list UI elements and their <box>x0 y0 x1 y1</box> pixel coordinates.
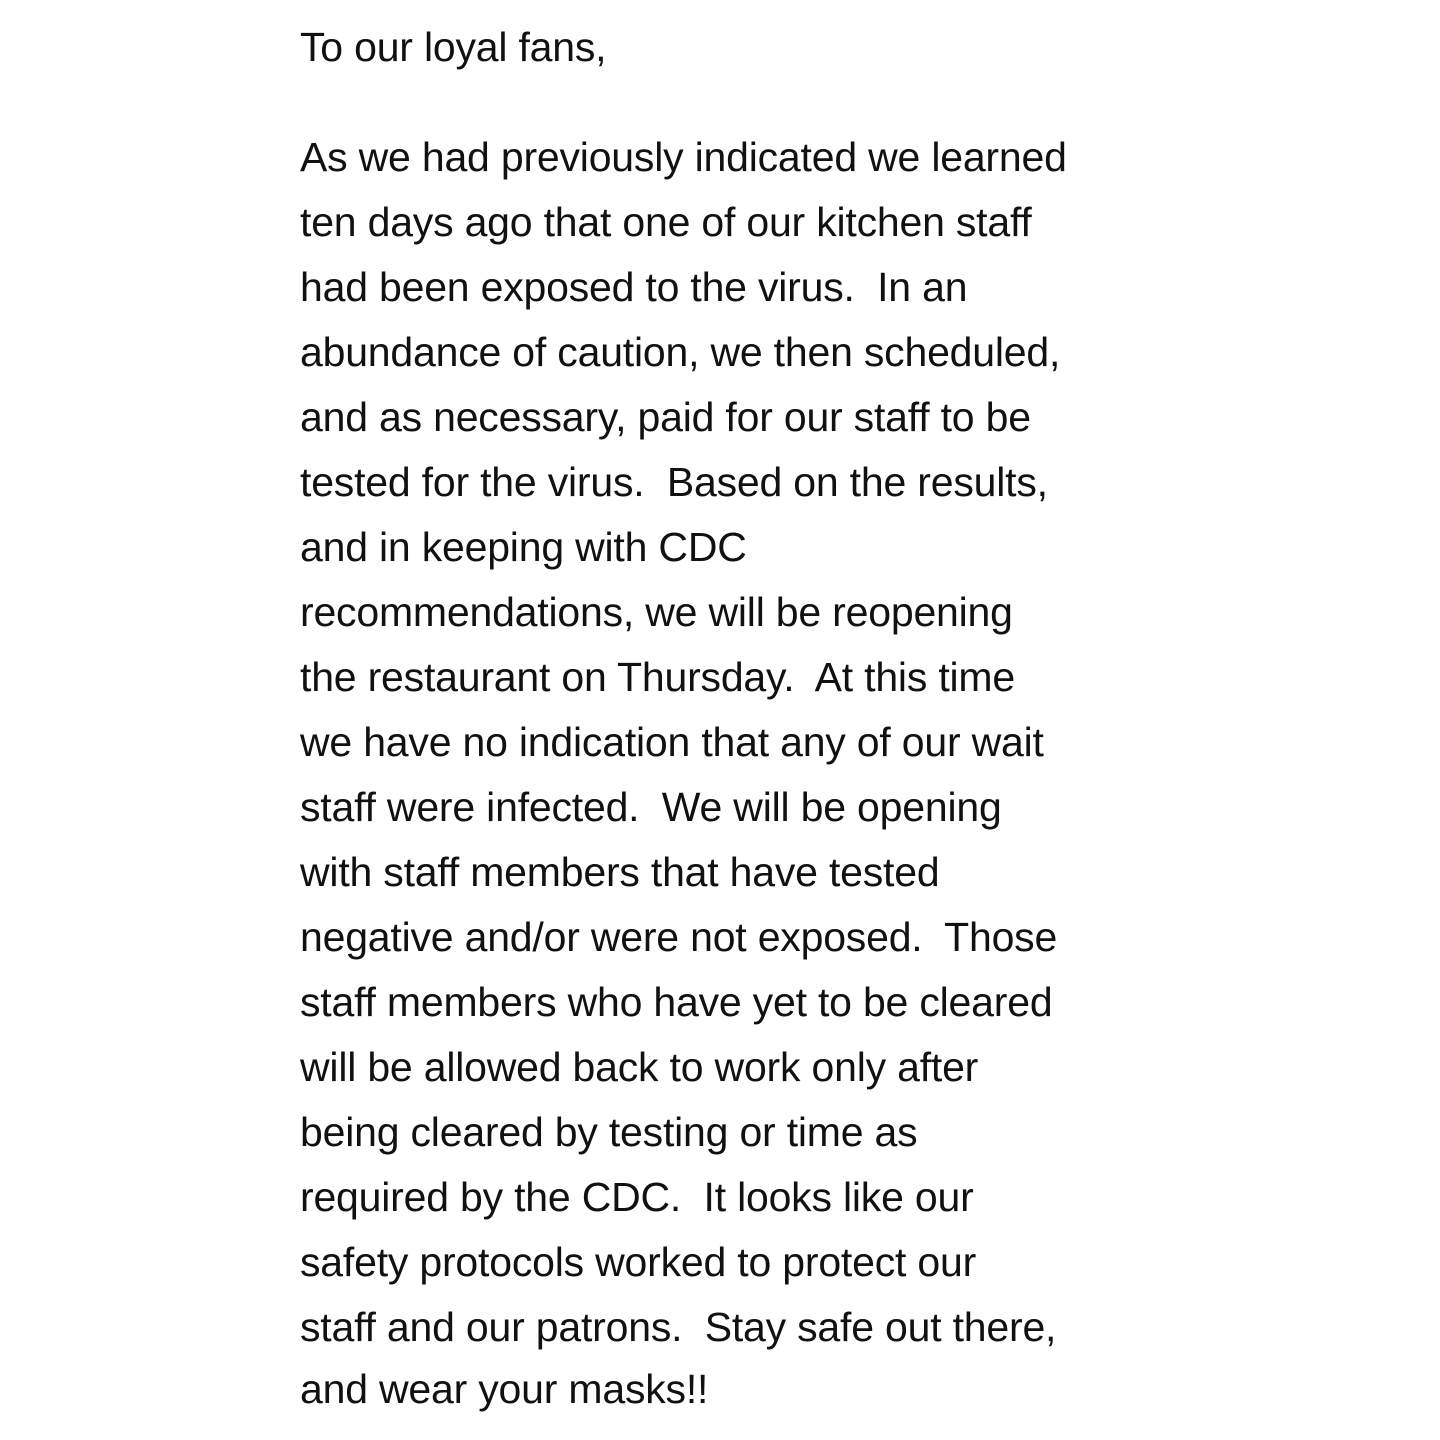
body-line: staff were infected. We will be opening <box>300 784 1002 830</box>
body-line: the restaurant on Thursday. At this time <box>300 654 1015 700</box>
body-line: we have no indication that any of our wait <box>300 719 1044 765</box>
body-line: staff and our patrons. Stay safe out there, <box>300 1304 1057 1350</box>
body-line: safety protocols worked to protect our <box>300 1239 977 1285</box>
body-line: with staff members that have tested <box>300 849 940 895</box>
body-line: and in keeping with CDC <box>300 524 747 570</box>
body-line: required by the CDC. It looks like our <box>300 1174 974 1220</box>
body-line: and wear your masks!! <box>300 1366 709 1412</box>
body-line: will be allowed back to work only after <box>300 1044 979 1090</box>
body-line: staff members who have yet to be cleared <box>300 979 1053 1025</box>
body-line: ten days ago that one of our kitchen staff <box>300 199 1032 245</box>
letter-greeting: To our loyal fans, <box>300 24 607 70</box>
body-line: being cleared by testing or time as <box>300 1109 918 1155</box>
body-line: and as necessary, paid for our staff to be <box>300 394 1031 440</box>
body-line: tested for the virus. Based on the results, <box>300 459 1048 505</box>
body-line: abundance of caution, we then scheduled, <box>300 329 1061 375</box>
body-line: As we had previously indicated we learned <box>300 134 1067 180</box>
body-line: recommendations, we will be reopening <box>300 589 1013 635</box>
body-line: had been exposed to the virus. In an <box>300 264 968 310</box>
body-line: negative and/or were not exposed. Those <box>300 914 1058 960</box>
